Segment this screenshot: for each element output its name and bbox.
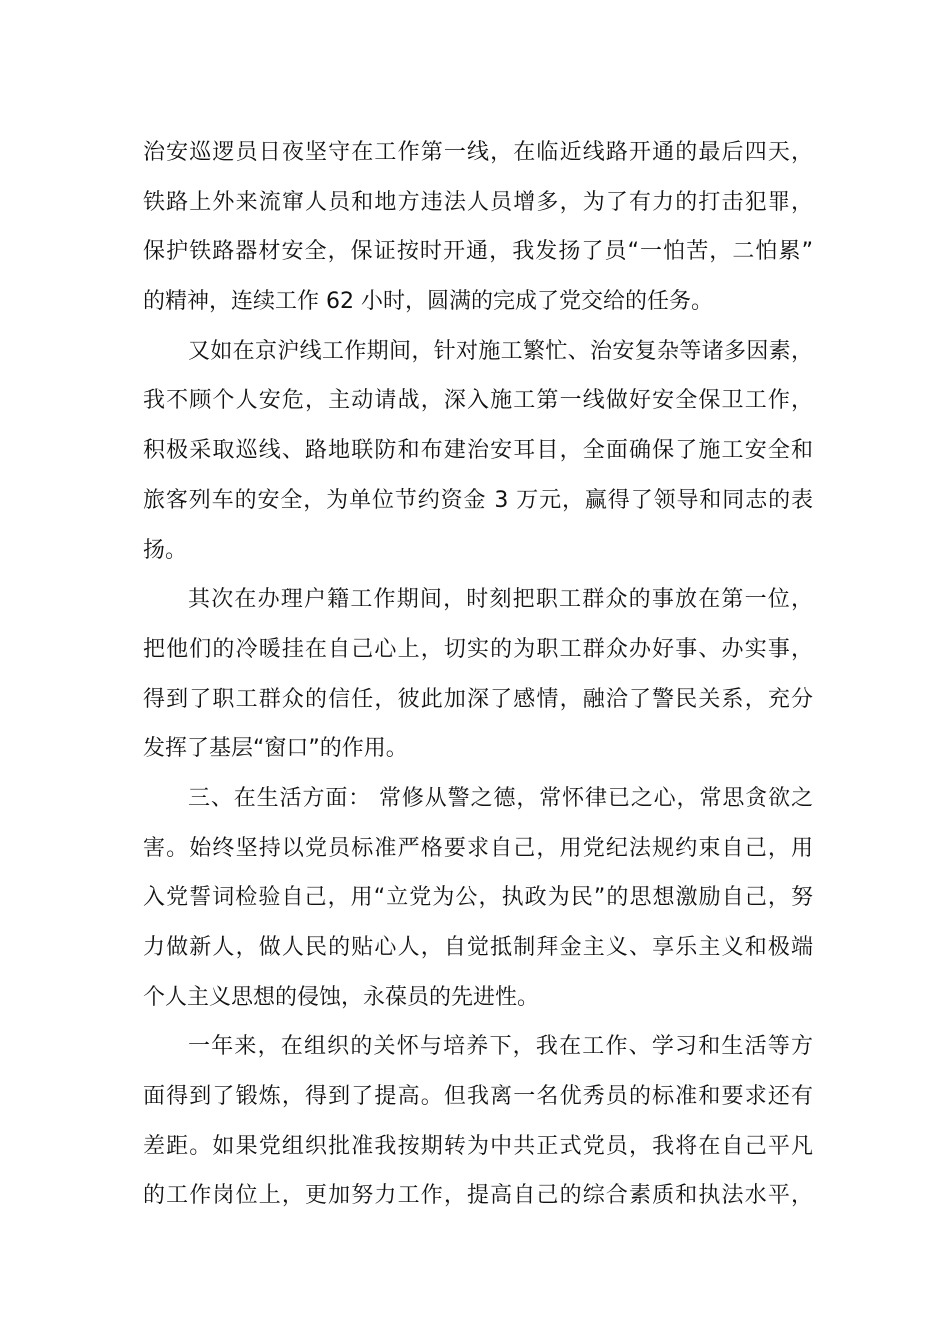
text-line: 扬。 [143,537,188,563]
text-line: 一年来，在组织的关怀与培养下，我在工作、学习和生活等方 [188,1034,813,1060]
text-line: 的工作岗位上，更加努力工作，提高自己的综合素质和执法水平， [143,1183,813,1209]
text-line: 铁路上外来流窜人员和地方违法人员增多，为了有力的打击犯罪， [143,189,813,215]
text-line: 旅客列车的安全，为单位节约资金 3 万元，赢得了领导和同志的表 [143,487,813,513]
text-line: 发挥了基层“窗口”的作用。 [143,736,408,762]
text-line: 的精神，连续工作 62 小时，圆满的完成了党交给的任务。 [143,289,713,315]
text-line: 其次在办理户籍工作期间，时刻把职工群众的事放在第一位， [188,587,813,613]
body-text [143,128,813,1221]
text-line: 害。始终坚持以党员标准严格要求自己，用党纪法规约束自己，用 [143,835,813,861]
text-line: 力做新人，做人民的贴心人，自觉抵制拜金主义、享乐主义和极端 [143,935,813,960]
text-line: 得到了职工群众的信任，彼此加深了感情，融洽了警民关系，充分 [143,686,813,712]
text-line: 面得到了锻炼，得到了提高。但我离一名优秀员的标准和要求还有 [143,1084,813,1110]
text-line: 我不顾个人安危，主动请战，深入施工第一线做好安全保卫工作， [143,388,813,414]
text-line: 保护铁路器材安全，保证按时开通，我发扬了员“一怕苦，二怕累” [143,239,813,265]
text-line: 三、在生活方面： 常修从警之德，常怀律已之心，常思贪欲之 [188,785,813,811]
text-line: 治安巡逻员日夜坚守在工作第一线，在临近线路开通的最后四天， [143,140,813,165]
text-line: 差距。如果党组织批准我按期转为中共正式党员，我将在自己平凡 [143,1133,813,1159]
text-line: 把他们的冷暖挂在自己心上，切实的为职工群众办好事、办实事， [143,636,813,662]
text-line: 又如在京沪线工作期间，针对施工繁忙、治安复杂等诸多因素， [188,338,813,364]
text-line: 入党誓词检验自己，用“立党为公，执政为民”的思想激励自己，努 [143,885,813,911]
text-line: 个人主义思想的侵蚀，永葆员的先进性。 [143,984,540,1010]
text-line: 积极采取巡线、路地联防和布建治安耳目，全面确保了施工安全和 [143,438,813,464]
